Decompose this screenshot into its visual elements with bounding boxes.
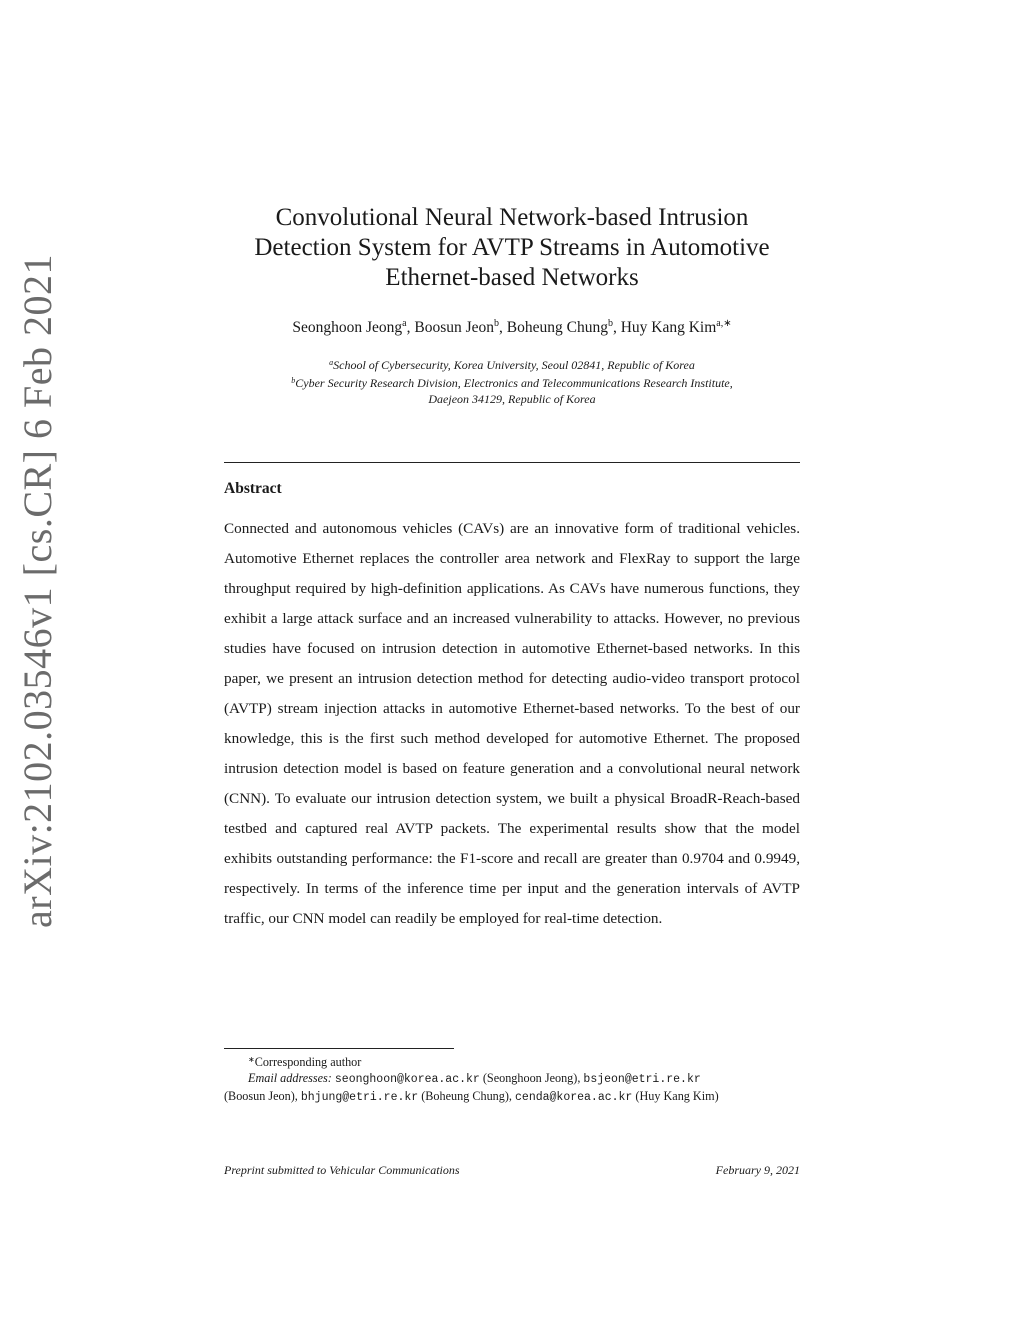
author-list: Seonghoon Jeong$^a$, Boosun Jeon$^b$, Boheung Chung$^b$, Huy Kang Kim$^{a,∗}$ — [292, 318, 732, 336]
title-line: Ethernet-based Networks — [385, 264, 639, 291]
author-sup: a,∗ — [716, 318, 732, 329]
affiliation-sup: a — [329, 358, 334, 367]
author-sup: b — [494, 318, 500, 329]
email-link[interactable]: cenda@korea.ac.kr — [515, 1091, 633, 1104]
affiliation — [210, 373, 814, 391]
footnote — [224, 1052, 800, 1106]
footnote-marker: ∗ — [248, 1055, 255, 1064]
email-link[interactable]: seonghoon@korea.ac.kr — [334, 1073, 480, 1086]
affiliation-text: School of Cybersecurity, Korea University, Seoul 02841, Republic of Korea — [333, 358, 695, 372]
preprint-date: February 9, 2021 — [715, 1163, 800, 1177]
email-owner: (Boheung Chung), — [421, 1089, 512, 1103]
author-name: Seonghoon Jeong — [292, 319, 403, 336]
abstract-text: Connected and autonomous vehicles (CAVs) are an innovative form of traditional vehicles. Automotive Ethernet replaces the controller area network and FlexRay to support the large throughput required by high-definition applications. As CAVs have numerous functions, they exhibit a large attack surface and an increased vulnerability to attacks. However, no previous studies have focused on intrusion detection in automotive Ethernet-based networks. In this paper, we present an intrusion detection method for detecting audio-video transport protocol (AVTP) stream injection attacks in automotive Ethernet-based networks. To the best of our knowledge, this is the first such method developed for automotive Ethernet. The proposed intrusion detection model is based on feature generation and a convolutional neural network (CNN). To evaluate our intrusion detection system, we built a physical BroadR-Reach-based testbed and captured real AVTP packets. The experimental results show that the model exhibits outstanding performance: the F1-score and recall are greater than 0.9704 and 0.9949, respectively. In terms of the inference time per input and the generation intervals of AVTP traffic, our CNN model can readily be employed for real-time detection. — [224, 520, 800, 927]
arxiv-identifier: arXiv:2102.03546v1 [cs.CR] 6 Feb 2021 — [15, 253, 60, 928]
email-owner: (Boosun Jeon), — [224, 1089, 298, 1103]
footnote-rule — [224, 1048, 454, 1049]
affiliation — [210, 355, 814, 373]
email-line-1 — [224, 1070, 800, 1088]
abstract-heading: Abstract — [224, 480, 282, 497]
email-owner: (Huy Kang Kim) — [635, 1089, 719, 1103]
email-line-2 — [224, 1088, 800, 1106]
affiliation-sup: b — [291, 376, 296, 385]
title-line: Detection System for AVTP Streams in Automotive — [254, 234, 770, 261]
email-link[interactable]: bhjung@etri.re.kr — [300, 1091, 419, 1104]
affiliation — [210, 391, 814, 407]
email-owner: (Seonghoon Jeong), — [482, 1071, 581, 1085]
corresponding-author-label: Corresponding author — [254, 1055, 362, 1069]
affiliation-text: Daejeon 34129, Republic of Korea — [428, 392, 596, 406]
author-sup: b — [607, 318, 613, 329]
author-name: Huy Kang Kim — [620, 319, 717, 336]
author-name: Boheung Chung — [506, 319, 608, 336]
title-line: Convolutional Neural Network-based Intrusion — [275, 204, 749, 231]
corresponding-author-note — [224, 1052, 800, 1070]
abstract-top-rule — [224, 462, 800, 463]
paper-title — [224, 203, 800, 293]
affiliations — [210, 355, 814, 407]
email-label: Email addresses: — [248, 1071, 332, 1085]
preprint-venue: Preprint submitted to Vehicular Communications — [224, 1163, 460, 1177]
author-name: Boosun Jeon — [414, 319, 495, 336]
affiliation-text: Cyber Security Research Division, Electronics and Telecommunications Research Institute, — [295, 376, 733, 390]
author-sup: a — [402, 318, 407, 329]
email-link[interactable]: bsjeon@etri.re.kr — [583, 1073, 701, 1086]
